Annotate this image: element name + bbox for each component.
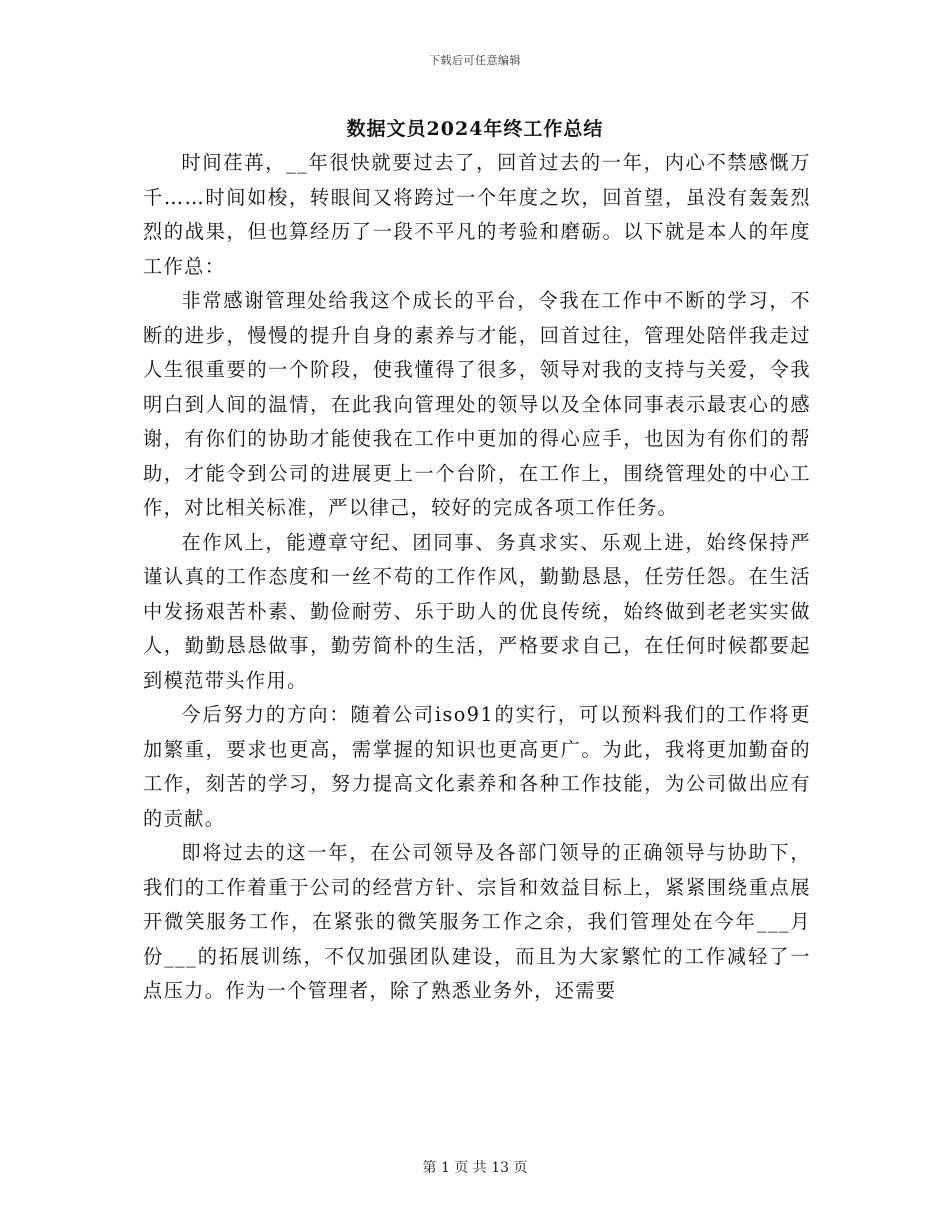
paragraph-year-review: 即将过去的这一年，在公司领导及各部门领导的正确领导与协助下，我们的工作着重于公司的经营方针、宗旨和效益目标上，紧紧围绕重点展开微笑服务工作，在紧张的微笑服务工作之余，我们管理处在今年___月份___的拓展训练，不仅加强团队建设，而且为大家繁忙的工作减轻了一点压力。作为一个管理者，除了熟悉业务外，还需要: [143, 841, 811, 1002]
document-body: [143, 146, 811, 1009]
page-header-note: 下载后可任意编辑: [429, 54, 521, 67]
paragraph-intro: 时间荏苒，__年很快就要过去了，回首过去的一年，内心不禁感慨万千……时间如梭，转眼间又将跨过一个年度之坎，回首望，虽没有轰轰烈烈的战果，但也算经历了一段不平凡的考验和磨砺。以下就是本人的年度工作总：: [143, 151, 811, 278]
document-title: 数据文员2024年终工作总结: [346, 118, 604, 140]
paragraph-work-style: 在作风上，能遵章守纪、团同事、务真求实、乐观上进，始终保持严谨认真的工作态度和一丝不苟的工作作风，勤勤恳恳，任劳任怨。在生活中发扬艰苦朴素、勤俭耐劳、乐于助人的优良传统，始终做到老老实实做人，勤勤恳恳做事，勤劳简朴的生活，严格要求自己，在任何时候都要起到模范带头作用。: [143, 530, 811, 692]
paragraph-gratitude: 非常感谢管理处给我这个成长的平台，令我在工作中不断的学习，不断的进步，慢慢的提升自身的素养与才能，回首过往，管理处陪伴我走过人生很重要的一个阶段，使我懂得了很多，领导对我的支持与关爱，令我明白到人间的温情，在此我向管理处的领导以及全体同事表示最衷心的感谢，有你们的协助才能使我在工作中更加的得心应手，也因为有你们的帮助，才能令到公司的进展更上一个台阶，在工作上，围绕管理处的中心工作，对比相关标准，严以律己，较好的完成各项工作任务。: [143, 289, 811, 519]
paragraph-future-direction: 今后努力的方向：随着公司iso91的实行，可以预料我们的工作将更加繁重，要求也更高，需掌握的知识也更高更广。为此，我将更加勤奋的工作，刻苦的学习，努力提高文化素养和各种工作技能，为公司做出应有的贡献。: [143, 703, 811, 830]
page-number-footer: 第 1 页 共 13 页: [422, 1160, 528, 1176]
